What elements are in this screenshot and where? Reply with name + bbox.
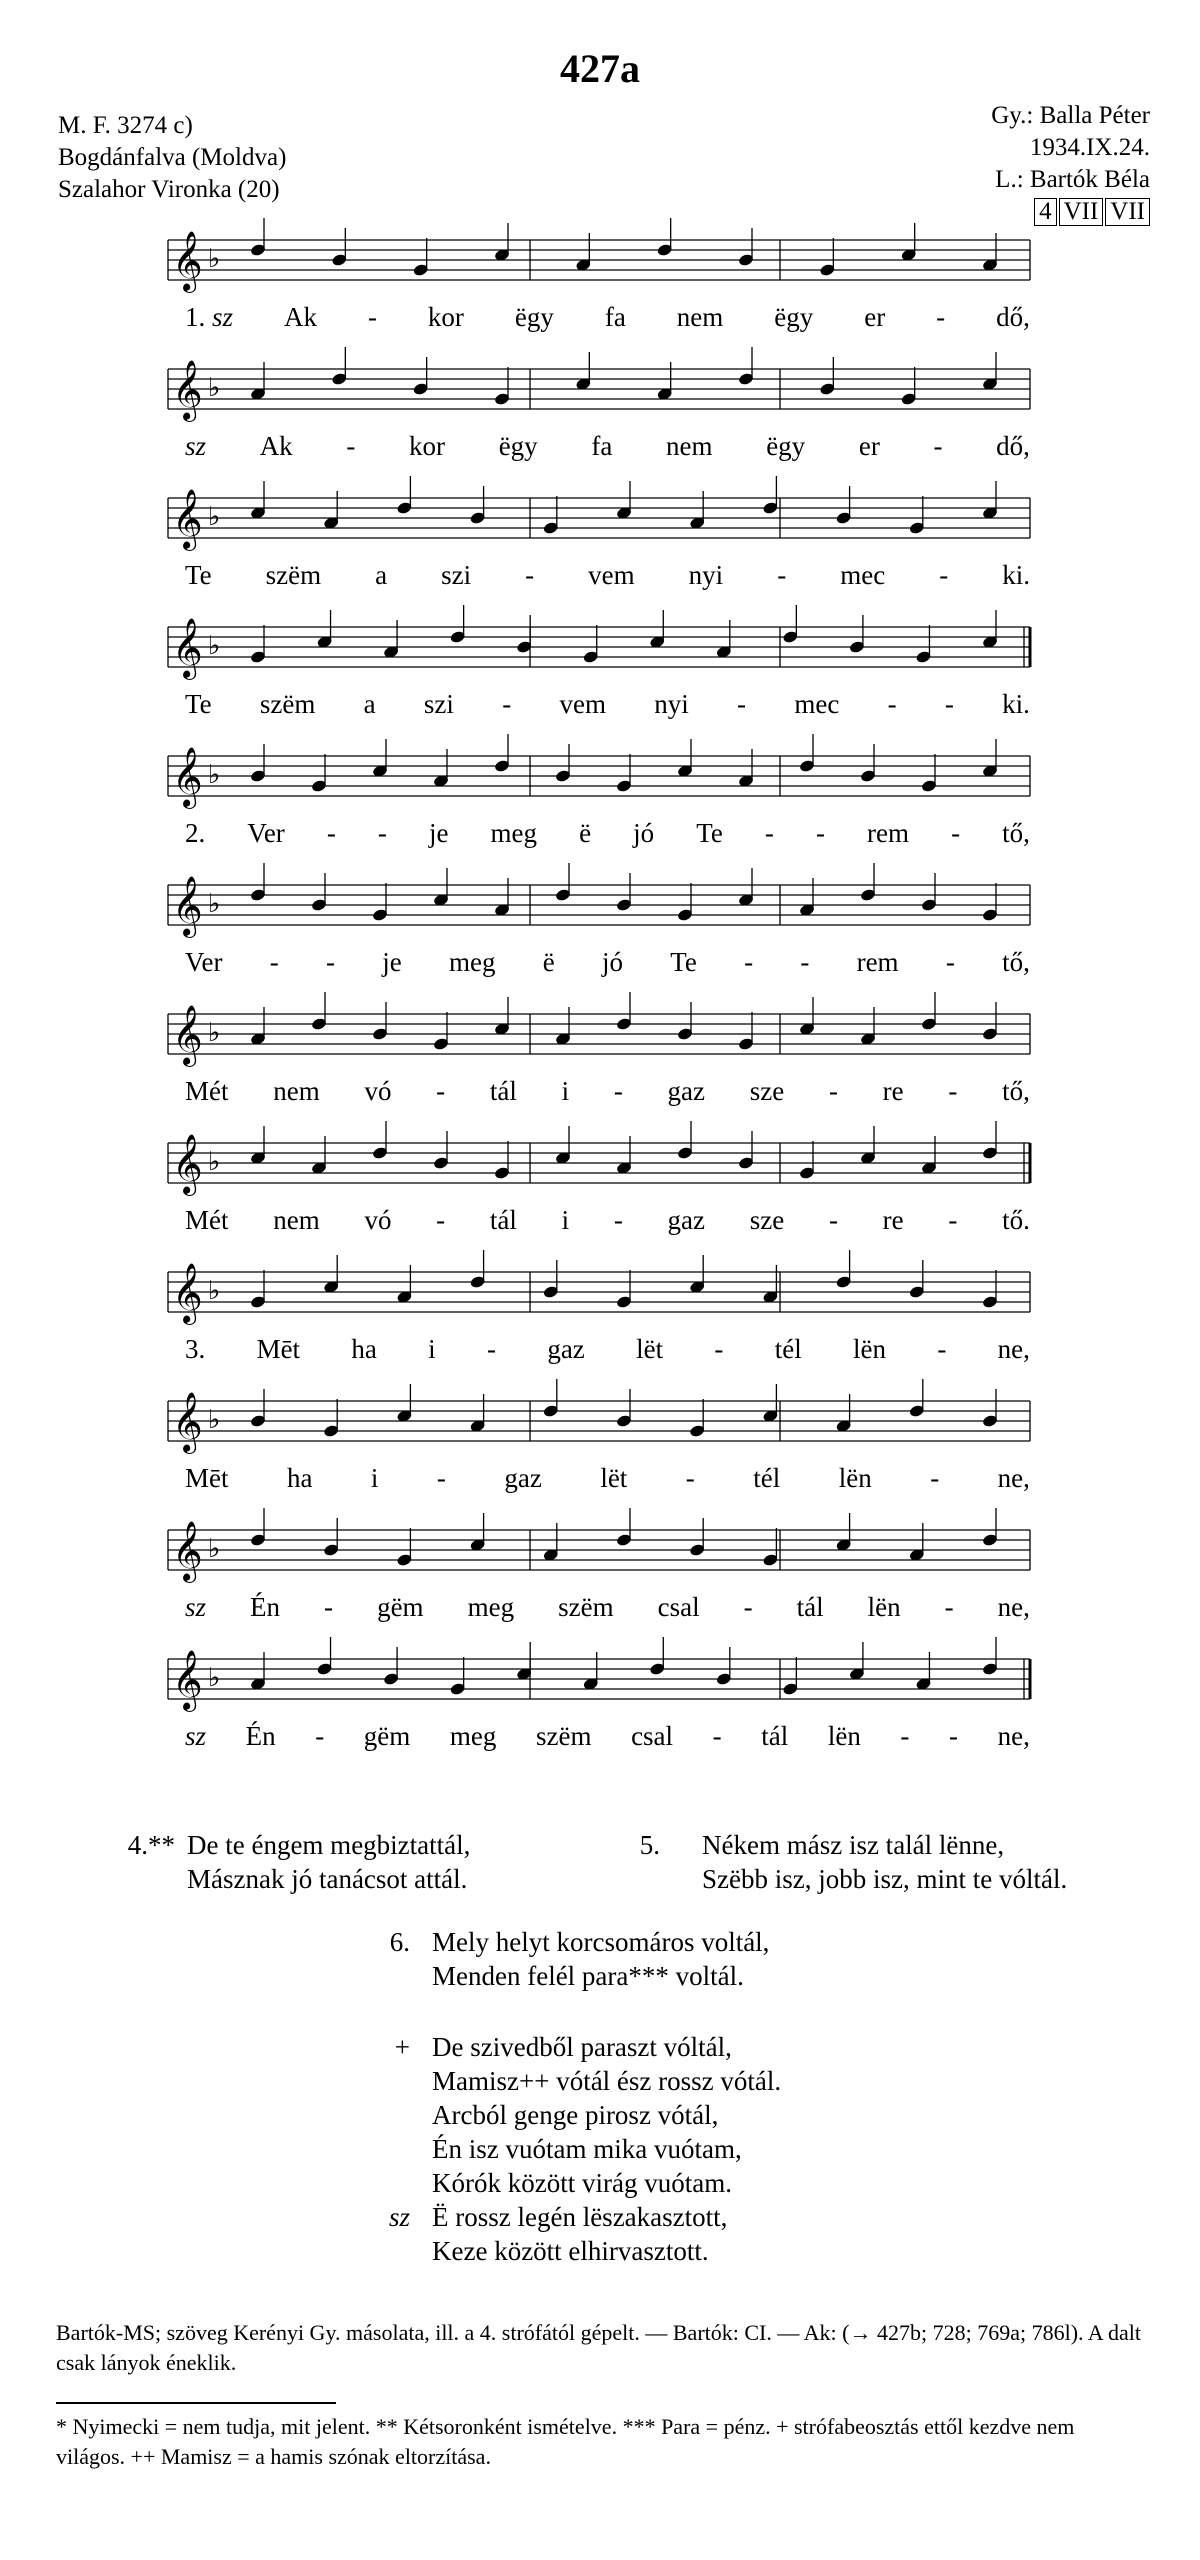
lyric-syllable: i <box>428 1334 436 1364</box>
lyric-syllable: ëgy <box>514 302 554 332</box>
lyric-syllable: je <box>428 818 449 848</box>
lyric-syllable: - <box>613 1076 623 1106</box>
footnote-divider <box>56 2402 336 2404</box>
stanza-line: De szivedből paraszt vóltál, <box>432 2032 732 2062</box>
lyric-syllable: - <box>326 818 336 848</box>
lyric-syllable: - <box>367 302 377 332</box>
stanza-number: 6. <box>389 1927 410 1957</box>
flat-key-icon: ♭ <box>208 1663 221 1693</box>
lyric-syllable: Ak <box>283 302 317 332</box>
verse-label: 1. sz <box>185 302 234 332</box>
flat-key-icon: ♭ <box>208 502 221 532</box>
lyric-syllable: - <box>828 1076 838 1106</box>
lyric-syllable: szi <box>423 689 454 719</box>
lyric-syllable: - <box>948 1205 958 1235</box>
lyric-syllable: ha <box>351 1334 377 1364</box>
verse-label: 3. <box>185 1334 206 1364</box>
lyric-syllable: tő, <box>1002 947 1030 977</box>
lyric-syllable: a <box>375 560 388 590</box>
lyric-syllable: jó <box>601 947 623 977</box>
lyric-syllable: vem <box>559 689 606 719</box>
lyric-line <box>185 1334 1030 1365</box>
lyric-syllable: - <box>944 689 954 719</box>
lyric-syllable: re <box>882 1076 904 1106</box>
flat-key-icon: ♭ <box>208 373 221 403</box>
lyric-syllable: Én <box>250 1592 281 1622</box>
lyric-syllable: - <box>951 818 961 848</box>
lyric-syllable: Te <box>185 560 212 590</box>
treble-clef-icon: 𝄞 <box>172 1005 203 1065</box>
lyric-syllable: - <box>933 431 943 461</box>
dialect-marker: sz <box>205 302 234 332</box>
stanza-marker: sz <box>388 2202 410 2232</box>
lyric-syllable: Ver <box>185 947 223 977</box>
flat-key-icon: ♭ <box>208 1147 221 1177</box>
lyric-syllable: ki. <box>1002 560 1030 590</box>
lyric-syllable: Ver <box>247 818 285 848</box>
lyric-syllable: re <box>882 1205 904 1235</box>
lyric-syllable: - <box>436 1076 446 1106</box>
lyric-syllable: - <box>945 947 955 977</box>
lyric-syllable: ne, <box>997 1334 1030 1364</box>
lyric-syllable: lët <box>600 1463 628 1493</box>
lyric-syllable: lët <box>636 1334 664 1364</box>
lyric-syllable: - <box>939 560 949 590</box>
lyric-syllable: Te <box>696 818 723 848</box>
lyric-syllable: ëgy <box>766 431 806 461</box>
lyric-syllable: er <box>858 431 880 461</box>
flat-key-icon: ♭ <box>208 1018 221 1048</box>
lyric-syllable: - <box>315 1721 325 1751</box>
lyric-syllable: csal <box>657 1592 700 1622</box>
lyric-syllable: jó <box>633 818 655 848</box>
lyric-syllable: - <box>325 947 335 977</box>
lyric-syllable: dő, <box>996 302 1030 332</box>
lyric-syllable: szëm <box>535 1721 592 1751</box>
lyric-syllable: - <box>887 689 897 719</box>
stanza-line: Másznak jó tanácsot attál. <box>187 1864 468 1894</box>
class-box: VII <box>1059 198 1104 226</box>
lyric-line <box>185 1205 1030 1236</box>
lyric-syllable: - <box>269 947 279 977</box>
lyric-syllable: - <box>324 1592 334 1622</box>
lyric-syllable: kor <box>427 302 464 332</box>
lyric-syllable: - <box>436 1463 446 1493</box>
lyric-syllable: - <box>525 560 535 590</box>
lyric-syllable: Te <box>185 689 212 719</box>
lyric-syllable: ne, <box>997 1721 1030 1751</box>
lyric-syllable: lën <box>838 1463 872 1493</box>
lyric-line <box>185 689 1030 720</box>
dialect-marker: sz <box>185 431 207 461</box>
song-number-title: 427a <box>560 46 640 91</box>
lyric-syllable: rem <box>856 947 899 977</box>
lyric-syllable: ë <box>542 947 555 977</box>
treble-clef-icon: 𝄞 <box>172 1521 203 1581</box>
lyric-syllable: - <box>346 431 356 461</box>
lyric-syllable: - <box>685 1463 695 1493</box>
lyric-syllable: - <box>764 818 774 848</box>
lyric-syllable: Mēt <box>185 1463 229 1493</box>
stanza-marker: + <box>394 2032 410 2062</box>
lyric-line <box>185 1076 1030 1107</box>
lyric-line <box>185 1592 1030 1623</box>
lyric-syllable: a <box>363 689 376 719</box>
treble-clef-icon: 𝄞 <box>172 618 203 678</box>
lyric-syllable: i <box>370 1463 379 1493</box>
village: Bogdánfalva (Moldva) <box>58 144 287 171</box>
treble-clef-icon: 𝄞 <box>172 1650 203 1710</box>
lyric-syllable: kor <box>409 431 446 461</box>
lyric-line <box>185 302 1030 333</box>
dialect-marker: sz <box>185 1592 207 1622</box>
stanza-line: Keze között elhirvasztott. <box>432 2236 709 2266</box>
lyric-syllable: - <box>948 1076 958 1106</box>
lyric-syllable: Te <box>670 947 697 977</box>
archive-id: M. F. 3274 c) <box>58 112 193 139</box>
stanza-number: 4.** <box>127 1830 175 1860</box>
lyric-line <box>185 818 1030 849</box>
treble-clef-icon: 𝄞 <box>172 876 203 936</box>
lyric-syllable: mec <box>794 689 840 719</box>
lyric-syllable: - <box>815 818 825 848</box>
lyric-syllable: i <box>561 1205 570 1235</box>
flat-key-icon: ♭ <box>208 760 221 790</box>
lyric-syllable: ne, <box>997 1592 1030 1622</box>
verse-label: 2. <box>185 818 206 848</box>
lyric-syllable: - <box>930 1463 940 1493</box>
treble-clef-icon: 𝄞 <box>172 1263 203 1323</box>
lyric-syllable: vó <box>364 1076 392 1106</box>
lyric-syllable: meg <box>449 1721 497 1751</box>
stanza-line: Arcból genge pirosz vótál, <box>432 2100 719 2130</box>
lyric-syllable: ë <box>579 818 592 848</box>
lyric-syllable: szëm <box>259 689 316 719</box>
dialect-marker: sz <box>185 1721 207 1751</box>
lyric-syllable: Ak <box>259 431 293 461</box>
lyric-syllable: gëm <box>363 1721 411 1751</box>
treble-clef-icon: 𝄞 <box>172 489 203 549</box>
stanza-line: Ë rossz legén lëszakasztott, <box>432 2202 728 2232</box>
lyric-syllable: lën <box>827 1721 861 1751</box>
lyric-syllable: - <box>487 1334 496 1364</box>
flat-key-icon: ♭ <box>208 1534 221 1564</box>
lyric-syllable: - <box>436 1205 446 1235</box>
flat-key-icon: ♭ <box>208 889 221 919</box>
collection-date: 1934.IX.24. <box>1029 134 1150 161</box>
lyric-syllable: - <box>743 1592 753 1622</box>
stanza-line: Mamisz++ vótál ész rossz vótál. <box>432 2066 782 2096</box>
lyric-syllable: nem <box>273 1076 320 1106</box>
flat-key-icon: ♭ <box>208 1405 221 1435</box>
singer: Szalahor Vironka (20) <box>58 176 280 203</box>
transcriber: L.: Bartók Béla <box>995 166 1150 193</box>
lyric-syllable: lën <box>853 1334 887 1364</box>
lyric-syllable: - <box>377 818 387 848</box>
treble-clef-icon: 𝄞 <box>172 1392 203 1452</box>
lyric-syllable: - <box>944 1592 954 1622</box>
lyric-syllable: gaz <box>667 1205 706 1235</box>
verse-label <box>185 431 206 462</box>
lyric-line <box>185 1721 1030 1752</box>
lyric-syllable: nyi <box>688 560 724 590</box>
lyric-syllable: - <box>502 689 512 719</box>
lyric-syllable: nem <box>273 1205 320 1235</box>
lyric-syllable: tál <box>489 1076 517 1106</box>
lyric-syllable: vó <box>364 1205 392 1235</box>
explanatory-footnotes: * Nyimecki = nem tudja, mit jelent. ** Kétsoronként ismételve. *** Para = pénz. + strófabeosztás ettől kezdve nem világos. ++ Mamisz = a hamis szónak eltorzítása. <box>56 2414 1075 2469</box>
lyric-line <box>185 947 1030 978</box>
lyric-syllable: rem <box>867 818 909 848</box>
flat-key-icon: ♭ <box>208 631 221 661</box>
lyric-line <box>185 560 1030 591</box>
lyric-syllable: i <box>561 1076 570 1106</box>
stanza-line: Szëbb isz, jobb isz, mint te vóltál. <box>702 1864 1068 1894</box>
lyric-syllable: ki. <box>1002 689 1030 719</box>
lyric-syllable: csal <box>631 1721 674 1751</box>
lyric-syllable: nem <box>676 302 724 332</box>
lyric-syllable: fa <box>604 302 626 332</box>
lyric-syllable: tő, <box>1002 1076 1030 1106</box>
class-box: VII <box>1105 198 1150 226</box>
lyric-syllable: Mét <box>185 1076 229 1106</box>
lyric-syllable: ha <box>286 1463 313 1493</box>
lyric-syllable: tő. <box>1002 1205 1030 1235</box>
lyric-syllable: sze <box>749 1076 785 1106</box>
collector: Gy.: Balla Péter <box>991 102 1150 129</box>
stanza-line: Mely helyt korcsomáros voltál, <box>432 1927 770 1957</box>
lyric-syllable: gëm <box>377 1592 424 1622</box>
lyric-syllable: vem <box>588 560 635 590</box>
flat-key-icon: ♭ <box>208 244 221 274</box>
lyric-syllable: - <box>949 1721 959 1751</box>
stanza-number: 5. <box>639 1830 660 1860</box>
lyric-syllable: - <box>937 1334 947 1364</box>
lyric-syllable: meg <box>490 818 538 848</box>
lyric-syllable: nyi <box>654 689 689 719</box>
lyric-syllable: - <box>777 560 787 590</box>
treble-clef-icon: 𝄞 <box>172 231 203 291</box>
lyric-syllable: tél <box>774 1334 802 1364</box>
lyric-syllable: Mēt <box>256 1334 301 1364</box>
stanza-line: Menden felél para*** voltál. <box>432 1961 744 1991</box>
lyric-syllable: je <box>382 947 402 977</box>
lyric-syllable: ëgy <box>498 431 538 461</box>
lyric-syllable: - <box>613 1205 623 1235</box>
stanza-line: Kórók között virág vuótam. <box>432 2168 732 2198</box>
lyric-syllable: sze <box>749 1205 785 1235</box>
lyric-syllable: meg <box>467 1592 515 1622</box>
lyric-syllable: - <box>828 1205 838 1235</box>
lyric-syllable: Mét <box>185 1205 229 1235</box>
lyric-syllable: - <box>936 302 946 332</box>
treble-clef-icon: 𝄞 <box>172 747 203 807</box>
lyric-syllable: meg <box>448 947 496 977</box>
lyric-syllable: tál <box>796 1592 824 1622</box>
lyric-syllable: tél <box>753 1463 781 1493</box>
lyric-line <box>185 1463 1030 1494</box>
lyric-syllable: er <box>864 302 886 332</box>
lyric-syllable: tál <box>489 1205 517 1235</box>
lyric-line <box>185 431 1030 462</box>
lyric-syllable: - <box>737 689 747 719</box>
lyric-syllable: mec <box>840 560 886 590</box>
stanza-line: De te éngem megbiztattál, <box>187 1830 471 1860</box>
lyric-syllable: dő, <box>996 431 1030 461</box>
source-footnote: Bartók-MS; szöveg Kerényi Gy. másolata, ill. a 4. strófától gépelt. — Bartók: CI. — Ak: (→ 427b; 728; 769a; 786l). A dalt csak lányok éneklik. <box>56 2320 1141 2375</box>
treble-clef-icon: 𝄞 <box>172 360 203 420</box>
lyric-syllable: fa <box>591 431 613 461</box>
lyric-syllable: gaz <box>547 1334 585 1364</box>
verse-label <box>185 1592 206 1623</box>
lyric-syllable: - <box>712 1721 722 1751</box>
lyric-syllable: Én <box>245 1721 276 1751</box>
lyric-syllable: ne, <box>997 1463 1030 1493</box>
lyric-syllable: - <box>900 1721 910 1751</box>
stanza-line: Nékem mász isz talál lënne, <box>702 1830 1005 1860</box>
lyric-syllable: tő, <box>1002 818 1030 848</box>
lyric-syllable: szi <box>441 560 472 590</box>
treble-clef-icon: 𝄞 <box>172 1134 203 1194</box>
lyric-syllable: - <box>714 1334 724 1364</box>
lyric-syllable: nem <box>666 431 713 461</box>
lyric-syllable: ëgy <box>774 302 814 332</box>
stanza-line: Én isz vuótam mika vuótam, <box>432 2134 742 2164</box>
lyric-syllable: lën <box>867 1592 901 1622</box>
class-box: 4 <box>1034 198 1057 226</box>
verse-label <box>185 1721 206 1752</box>
lyric-syllable: gaz <box>504 1463 542 1493</box>
lyric-syllable: - <box>744 947 754 977</box>
flat-key-icon: ♭ <box>208 1276 221 1306</box>
lyric-syllable: - <box>800 947 810 977</box>
lyric-syllable: tál <box>761 1721 789 1751</box>
lyric-syllable: szëm <box>558 1592 614 1622</box>
lyric-syllable: gaz <box>667 1076 706 1106</box>
lyric-syllable: szëm <box>265 560 322 590</box>
